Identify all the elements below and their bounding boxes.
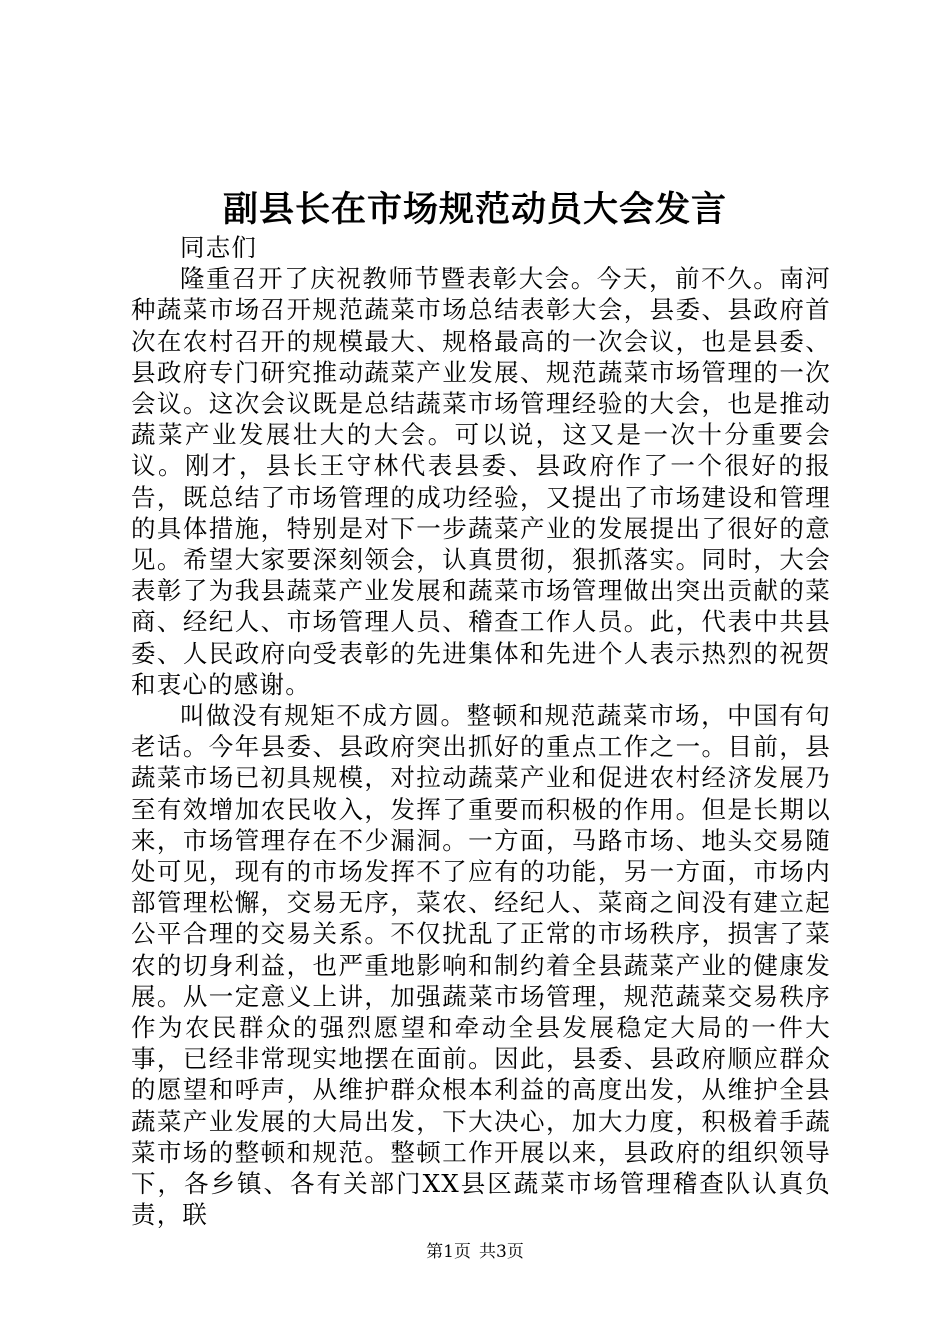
document-body xyxy=(131,232,831,1231)
paragraph-1: 隆重召开了庆祝教师节暨表彰大会。今天，前不久。南河种蔬菜市场召开规范蔬菜市场总结表彰大会，县委、县政府首次在农村召开的规模最大、规格最高的一次会议，也是县委、县政府专门研究推动蔬菜产业发展、规范蔬菜市场管理的一次会议。这次会议既是总结蔬菜市场管理经验的大会，也是推动蔬菜产业发展壮大的大会。可以说，这又是一次十分重要会议。刚才，县长王守林代表县委、县政府作了一个很好的报告，既总结了市场管理的成功经验，又提出了市场建设和管理的具体措施，特别是对下一步蔬菜产业的发展提出了很好的意见。希望大家要深刻领会，认真贯彻，狠抓落实。同时，大会表彰了为我县蔬菜产业发展和蔬菜市场管理做出突出贡献的菜商、经纪人、市场管理人员、稽查工作人员。此，代表中共县委、人民政府向受表彰的先进集体和先进个人表示热烈的祝贺和衷心的感谢。 xyxy=(131,264,831,699)
page-number-current: 第1页 xyxy=(426,1242,471,1262)
page-number-total: 共3页 xyxy=(479,1242,524,1262)
document-title: 副县长在市场规范动员大会发言 xyxy=(222,189,727,230)
salutation: 同志们 xyxy=(180,233,258,262)
page-footer xyxy=(0,1240,950,1264)
paragraph-2: 叫做没有规矩不成方圆。整顿和规范蔬菜市场，中国有句老话。今年县委、县政府突出抓好的重点工作之一。目前，县蔬菜市场已初具规模，对拉动蔬菜产业和促进农村经济发展乃至有效增加农民收入，发挥了重要而积极的作用。但是长期以来，市场管理存在不少漏洞。一方面，马路市场、地头交易随处可见，现有的市场发挥不了应有的功能，另一方面，市场内部管理松懈，交易无序，菜农、经纪人、菜商之间没有建立起公平合理的交易关系。不仅扰乱了正常的市场秩序，损害了菜农的切身利益，也严重地影响和制约着全县蔬菜产业的健康发展。从一定意义上讲，加强蔬菜市场管理，规范蔬菜交易秩序作为农民群众的强烈愿望和牵动全县发展稳定大局的一件大事，已经非常现实地摆在面前。因此，县委、县政府顺应群众的愿望和呼声，从维护群众根本利益的高度出发，从维护全县蔬菜产业发展的大局出发，下大决心，加大力度，积极着手蔬菜市场的整顿和规范。整顿工作开展以来，县政府的组织领导下，各乡镇、各有关部门XX县区蔬菜市场管理稽查队认真负责，联 xyxy=(131,701,831,1230)
